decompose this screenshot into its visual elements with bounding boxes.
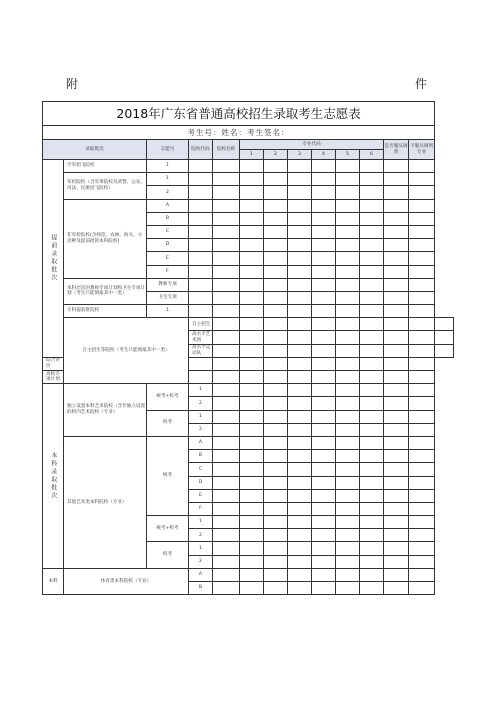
- self-enroll-item: 高校专项计划: [43, 371, 64, 384]
- choice-num: 2: [189, 397, 213, 410]
- exam-plus-school: 统考+校考: [147, 384, 189, 410]
- self-enroll-item: 高水平运动队: [189, 344, 213, 357]
- choice-letter: F: [147, 265, 189, 278]
- choice-letter: E: [147, 252, 189, 265]
- self-enroll-item: 自主招生: [189, 318, 213, 331]
- military-label: 军检院校（含军事院校及武警、公安、司法、民航招飞院校）: [64, 173, 147, 199]
- school-exam: 校考: [147, 542, 189, 568]
- choice-letter: E: [189, 489, 213, 502]
- specialty-early-label: 专科提前批院校: [64, 305, 147, 318]
- choice-num: 2: [189, 529, 213, 542]
- choice-letter: C: [147, 225, 189, 238]
- unified-exam: 统考: [147, 436, 189, 515]
- col-major-codes: 专业代码: [240, 140, 384, 150]
- choice-num: 2: [147, 186, 189, 199]
- col-batch: 录取批次: [43, 140, 147, 160]
- col-major-5: 5: [336, 150, 360, 160]
- col-major-6: 6: [360, 150, 384, 160]
- choice-letter: A: [147, 199, 189, 212]
- col-choice: 志愿号: [147, 140, 189, 160]
- special-plan-label: 本科层次的教师专项计划和卫生专项计划（考生只能填报其中一类）: [64, 278, 147, 304]
- choice-num: 1: [189, 542, 213, 555]
- col-adjust: 是否服从调剂: [384, 140, 409, 160]
- choice-letter: C: [189, 463, 213, 476]
- choice-letter: F: [189, 502, 213, 515]
- early-batch-label: 提前录取批次: [43, 160, 64, 358]
- school-exam: 校考: [147, 410, 189, 436]
- col-major-4: 4: [312, 150, 336, 160]
- choice-num: 2: [189, 423, 213, 436]
- choice-letter: B: [189, 582, 213, 595]
- choice-num: 1: [189, 516, 213, 529]
- attachment-label-right: 件: [415, 77, 429, 91]
- self-enroll-label: 自主招生等院校（考生只能填报其中一类）: [64, 318, 189, 384]
- choice-letter: A: [189, 436, 213, 449]
- self-enroll-item: 综合评价: [43, 357, 64, 370]
- political-label: 非军检院校(含师范、农林、海关、小语种及提前批的本科院校): [64, 199, 147, 278]
- other-art-label: 其他艺术类本科院校（专业）: [64, 436, 147, 568]
- choice-letter: D: [147, 239, 189, 252]
- independent-art-label: 独立设置本科艺术院校（含非独立设置的校内艺术院校（专业）: [64, 384, 147, 437]
- choice-letter: B: [147, 212, 189, 225]
- special-teacher: 教师专项: [147, 278, 189, 291]
- choice-num: 1: [189, 384, 213, 397]
- col-school-code: 院校代码: [189, 140, 213, 160]
- choice-letter: A: [189, 568, 213, 581]
- candidate-info-line: 考生号：姓名：考生签名：: [43, 126, 435, 140]
- col-school-name: 院校名称: [213, 140, 240, 160]
- choice-num: 1: [147, 160, 189, 173]
- self-enroll-item: 高水平艺术团: [189, 331, 213, 344]
- bottom-batch-label: 本科: [43, 568, 64, 594]
- air-force-label: 空军招飞院校: [64, 160, 147, 173]
- undergrad-batch-label: 本科录取批次: [43, 384, 64, 569]
- attachment-label-left: 附: [66, 77, 80, 91]
- choice-num: 1: [147, 173, 189, 186]
- choice-num: 1: [147, 305, 189, 318]
- col-major-1: 1: [240, 150, 264, 160]
- admission-form-table: [42, 101, 454, 595]
- col-no-adjust-major: 不服从调剂专业: [409, 140, 435, 160]
- choice-num: 1: [189, 410, 213, 423]
- special-health: 卫生专项: [147, 291, 189, 304]
- choice-letter: B: [189, 450, 213, 463]
- exam-plus-school: 统考+校考: [147, 516, 189, 542]
- col-major-3: 3: [288, 150, 312, 160]
- form-title: 2018年广东省普通高校招生录取考生志愿表: [43, 102, 435, 126]
- col-major-2: 2: [264, 150, 288, 160]
- choice-num: 2: [189, 555, 213, 568]
- choice-letter: D: [189, 476, 213, 489]
- sports-label: 体育类本科院校（专业）: [64, 568, 189, 594]
